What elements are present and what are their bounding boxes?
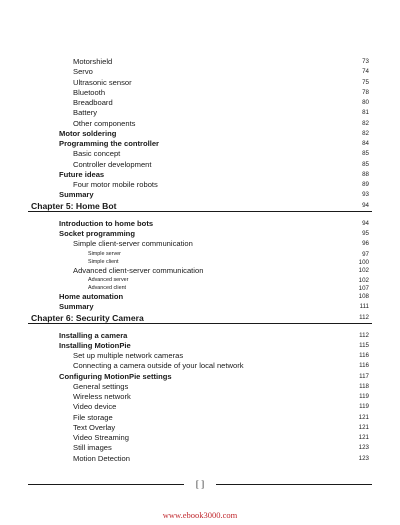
toc-page-number: 84 bbox=[362, 140, 369, 147]
toc-page-number: 115 bbox=[359, 341, 369, 349]
toc-page-number: 111 bbox=[359, 302, 369, 310]
toc-page-number: 116 bbox=[359, 362, 369, 370]
toc-entry-title: Chapter 5: Home Bot bbox=[31, 200, 117, 211]
toc-entry-title: Controller development bbox=[73, 159, 152, 169]
toc-entry-title: Video Streaming bbox=[73, 433, 130, 443]
toc-page-number: 81 bbox=[362, 109, 369, 117]
toc-entry-title: Summary bbox=[59, 301, 94, 311]
toc-entry-title: Motor soldering bbox=[59, 128, 117, 138]
footer-rule-right bbox=[216, 484, 372, 485]
toc-entry-title: Home automation bbox=[59, 291, 124, 301]
toc-page-number: 74 bbox=[362, 68, 369, 76]
toc-entry-title: Installing MotionPie bbox=[59, 340, 131, 350]
toc-page-number: 100 bbox=[358, 258, 369, 266]
toc-section-entry[interactable] bbox=[0, 301, 400, 312]
toc-page-number: 75 bbox=[362, 78, 369, 86]
toc-page-number: 102 bbox=[358, 276, 369, 284]
toc-entry-title: Simple client-server communication bbox=[73, 239, 193, 249]
toc-page-number: 85 bbox=[362, 160, 369, 168]
toc-entry-title: Breadboard bbox=[73, 98, 113, 107]
toc-entry-title: Motorshield bbox=[73, 57, 113, 66]
toc-entry-title: Simple server bbox=[88, 250, 121, 257]
page-number-marker: [ ] bbox=[195, 479, 205, 489]
toc-subsection-entry[interactable] bbox=[0, 453, 400, 464]
toc-section-entry[interactable] bbox=[0, 189, 400, 200]
toc-page-number: 82 bbox=[362, 129, 369, 137]
toc-chapter-heading[interactable] bbox=[28, 312, 372, 324]
toc-page-number: 88 bbox=[362, 170, 369, 178]
toc-entry-title: Simple client bbox=[88, 258, 119, 265]
toc-entry-title: Advanced server bbox=[88, 276, 129, 283]
toc-entry-title: Still images bbox=[73, 443, 112, 453]
toc-entry-title: Advanced client bbox=[88, 284, 127, 291]
toc-entry-title: General settings bbox=[73, 381, 129, 391]
toc-entry-title: Socket programming bbox=[59, 229, 135, 239]
toc-page-number: 119 bbox=[359, 393, 369, 401]
toc-entry-title: File storage bbox=[73, 412, 113, 422]
toc-page-number: 89 bbox=[362, 181, 369, 188]
toc-entry-title: Bluetooth bbox=[73, 87, 106, 97]
toc-page-number: 117 bbox=[359, 372, 369, 380]
toc-page-number: 116 bbox=[359, 352, 369, 360]
toc-page-number: 102 bbox=[358, 266, 369, 274]
toc-page-number: 121 bbox=[358, 413, 369, 421]
toc-chapter-heading[interactable] bbox=[28, 200, 372, 212]
toc-entry-title: Motion Detection bbox=[73, 453, 130, 463]
toc-page-number: 121 bbox=[358, 423, 369, 431]
toc-page-number: 108 bbox=[358, 292, 369, 300]
toc-entry-title: Servo bbox=[73, 67, 93, 77]
toc-page-number: 118 bbox=[359, 382, 369, 390]
toc-page-number: 85 bbox=[362, 150, 369, 158]
toc-page-number: 80 bbox=[362, 99, 369, 106]
toc-entry-title: Introduction to home bots bbox=[59, 218, 154, 228]
toc-entry-title: Summary bbox=[59, 190, 94, 200]
toc-entry-title: Configuring MotionPie settings bbox=[59, 371, 172, 381]
toc-page-number: 94 bbox=[362, 201, 369, 209]
toc-page-number: 107 bbox=[358, 284, 369, 292]
toc-page-number: 94 bbox=[362, 219, 369, 227]
toc-entry-title: Wireless network bbox=[73, 392, 131, 402]
toc-page-number: 97 bbox=[362, 250, 369, 258]
toc-page-number: 73 bbox=[362, 58, 369, 65]
toc-page-number: 112 bbox=[359, 331, 369, 339]
watermark-link[interactable]: www.ebook3000.com bbox=[162, 510, 238, 520]
toc-page-number: 82 bbox=[362, 119, 369, 127]
toc-page-number: 123 bbox=[358, 454, 369, 462]
footer-rule-left bbox=[28, 484, 184, 485]
toc-entry-title: Programming the controller bbox=[59, 139, 159, 148]
toc-page-number: 112 bbox=[359, 313, 369, 321]
toc-entry-title: Other components bbox=[73, 118, 136, 128]
toc-page-number: 78 bbox=[362, 88, 369, 96]
toc-entry-title: Basic concept bbox=[73, 149, 121, 159]
toc-entry-title: Battery bbox=[73, 108, 98, 118]
toc-page-number: 96 bbox=[362, 240, 369, 248]
toc-page-number: 95 bbox=[362, 230, 369, 238]
toc-page-number: 123 bbox=[358, 444, 369, 452]
toc-entry-title: Advanced client-server communication bbox=[73, 265, 204, 275]
toc-entry-title: Connecting a camera outside of your local network bbox=[73, 361, 244, 371]
toc-entry-title: Installing a camera bbox=[59, 330, 128, 340]
toc-entry-title: Set up multiple network cameras bbox=[73, 351, 184, 361]
toc-page-number: 93 bbox=[362, 191, 369, 199]
toc-entry-title: Chapter 6: Security Camera bbox=[31, 312, 144, 323]
toc-page-number: 121 bbox=[358, 434, 369, 442]
toc-entry-title: Text Overlay bbox=[73, 422, 116, 432]
toc-entry-title: Video device bbox=[73, 402, 117, 412]
toc-page-number: 119 bbox=[359, 403, 369, 411]
toc-entry-title: Four motor mobile robots bbox=[73, 180, 158, 189]
toc-entry-title: Future ideas bbox=[59, 169, 105, 179]
toc-entry-title: Ultrasonic sensor bbox=[73, 77, 132, 87]
